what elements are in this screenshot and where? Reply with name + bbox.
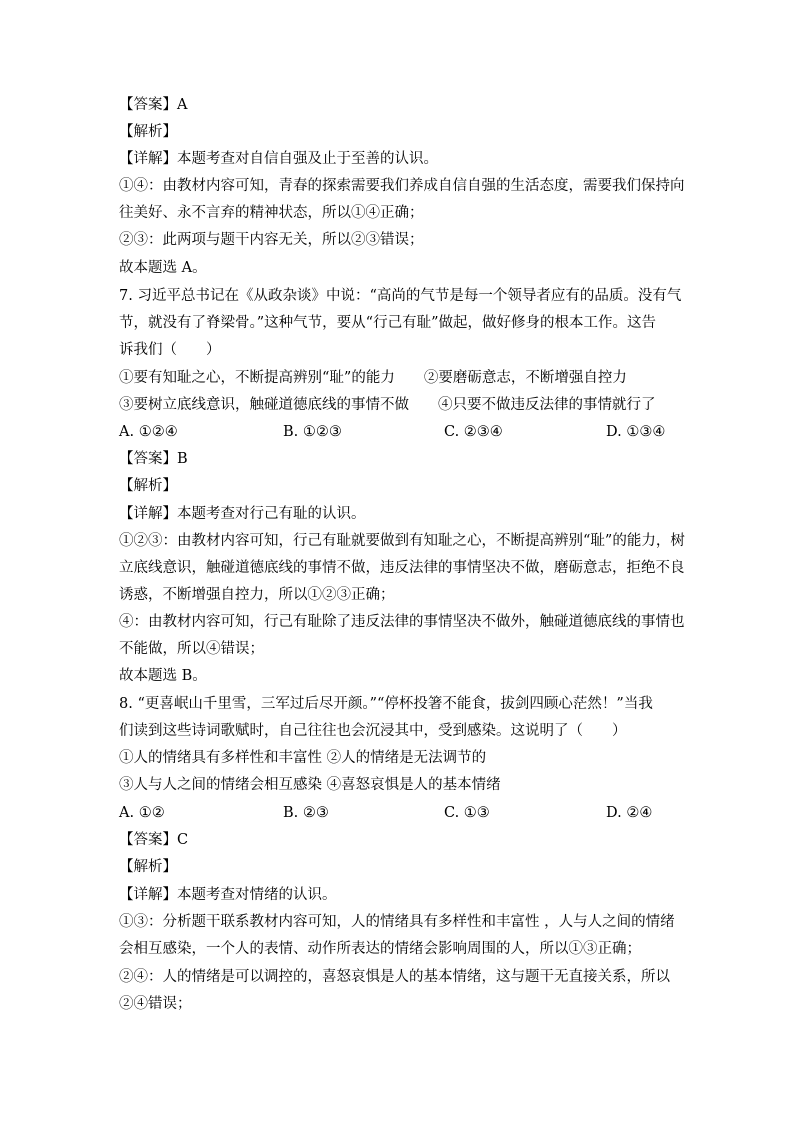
q7-explanation-line: ④：由教材内容可知，行己有耻除了违反法律的事情坚决不做外，触碰道德底线的事情也 bbox=[119, 614, 685, 630]
q7-stem-line: 节，就没有了脊梁骨。”这种气节，要从“行己有耻”做起，做好修身的根本工作。这告 bbox=[119, 315, 656, 331]
q7-analysis-heading: 【解析】 bbox=[119, 478, 177, 494]
q7-explanation-line: 立底线意识，触碰道德底线的事情不做，违反法律的事情坚决不做，磨砺意志，拒绝不良 bbox=[119, 560, 685, 576]
q7-conclusion: 故本题选 B。 bbox=[119, 668, 207, 684]
q8-analysis-heading: 【解析】 bbox=[119, 859, 177, 875]
q8-explanation-line: ②④：人的情绪是可以调控的，喜怒哀惧是人的基本情绪，这与题干无直接关系，所以 bbox=[119, 969, 670, 985]
q6-explanation-line: 往美好、永不言弃的精神状态，所以①④正确； bbox=[119, 205, 424, 221]
q6-explanation-line: ②③：此两项与题干内容无关，所以②③错误； bbox=[119, 232, 424, 248]
q8-choice-b: B. ②③ bbox=[283, 805, 329, 821]
q7-choice-c: C. ②③④ bbox=[444, 424, 503, 440]
q7-stem-line: 诉我们（ ） bbox=[119, 342, 221, 358]
q7-detail: 【详解】本题考查对行己有耻的认识。 bbox=[119, 506, 366, 522]
q7-stem-line: 7. 习近平总书记在《从政杂谈》中说：“高尚的气节是每一个领导者应有的品质。没有气 bbox=[119, 288, 682, 304]
q8-choice-a: A. ①② bbox=[119, 805, 165, 821]
q8-explanation-line: 会相互感染，一个人的表情、动作所表达的情绪会影响周围的人，所以①③正确； bbox=[119, 941, 641, 957]
q7-explanation-line: ①②③：由教材内容可知，行己有耻就要做到有知耻之心，不断提高辨别“耻”的能力，树 bbox=[119, 533, 685, 549]
q7-choice-a: A. ①②④ bbox=[119, 424, 178, 440]
q8-item-row: ①人的情绪具有多样性和丰富性 ②人的情绪是无法调节的 bbox=[119, 750, 487, 766]
q8-answer: 【答案】C bbox=[119, 832, 189, 848]
q8-choice-d: D. ②④ bbox=[606, 805, 653, 821]
q8-detail: 【详解】本题考查对情绪的认识。 bbox=[119, 887, 337, 903]
q7-explanation-line: 不能做，所以④错误； bbox=[119, 641, 264, 657]
q7-choice-b: B. ①②③ bbox=[283, 424, 342, 440]
q8-stem-line: 8. “更喜岷山千里雪，三军过后尽开颜。”“停杯投箸不能食，拔剑四顾心茫然！”当我 bbox=[119, 696, 653, 712]
q8-explanation-line: ①③：分析题干联系教材内容可知，人的情绪具有多样性和丰富性 ，人与人之间的情绪 bbox=[119, 914, 675, 930]
q8-stem-line: 们读到这些诗词歌赋时，自己往往也会沉浸其中，受到感染。这说明了（ ） bbox=[119, 723, 627, 739]
q6-analysis-heading: 【解析】 bbox=[119, 124, 177, 140]
q6-explanation-line: ①④：由教材内容可知，青春的探索需要我们养成自信自强的生活态度，需要我们保持向 bbox=[119, 178, 685, 194]
q6-detail: 【详解】本题考查对自信自强及止于至善的认识。 bbox=[119, 151, 438, 167]
q8-item-row: ③人与人之间的情绪会相互感染 ④喜怒哀惧是人的基本情绪 bbox=[119, 777, 501, 793]
q7-item-row: ①要有知耻之心，不断提高辨别“耻”的能力 ②要磨砺意志，不断增强自控力 bbox=[119, 370, 627, 386]
q6-conclusion: 故本题选 A。 bbox=[119, 260, 207, 276]
q8-explanation-line: ②④错误； bbox=[119, 996, 192, 1012]
q7-choice-d: D. ①③④ bbox=[606, 424, 666, 440]
q6-answer: 【答案】A bbox=[119, 97, 188, 113]
q7-answer: 【答案】B bbox=[119, 451, 188, 467]
q7-explanation-line: 诱惑，不断增强自控力，所以①②③正确； bbox=[119, 587, 395, 603]
q8-choice-c: C. ①③ bbox=[444, 805, 490, 821]
q7-item-row: ③要树立底线意识，触碰道德底线的事情不做 ④只要不做违反法律的事情就行了 bbox=[119, 397, 656, 413]
